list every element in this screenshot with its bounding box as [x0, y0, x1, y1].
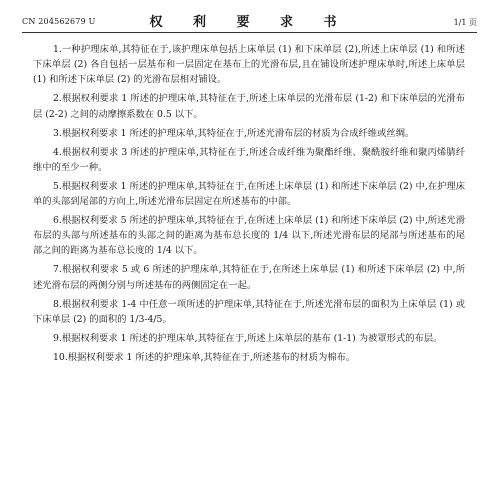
- claims-list: [33, 42, 465, 369]
- claim-2: 2.根据权利要求 1 所述的护理床单,其特征在于,所述上床单层的光滑布层 (1-2) 和下床单层的光滑布层 (2-2) 之间的动摩擦系数在 0.5 以下。: [33, 93, 465, 120]
- claim-9: 9.根据权利要求 1 所述的护理床单,其特征在于,所述上床单层的基布 (1-1) 为被罩形式的布层。: [53, 332, 443, 344]
- claim-1: 1.一种护理床单,其特征在于,该护理床单包括上床单层 (1) 和下床单层 (2),所述上床单层 (1) 和所述下床单层 (2) 各自包括一层基布和一层固定在基布上的光滑布层,且在铺设所述护理床单时,所述上床单层 (1) 和所述下床单层 (2) 的光滑布层相对铺设。: [33, 44, 465, 86]
- document-title: 权 利 要 求 书: [149, 15, 350, 30]
- header-divider: [22, 32, 477, 33]
- claim-5: 5.根据权利要求 1 所述的护理床单,其特征在于,在所述上床单层 (1) 和所述下床单层 (2) 中,在护理床单的头部到尾部的方向上,所述光滑布层固定在所述基布的中部。: [33, 180, 465, 208]
- claim-10: 10.根据权利要求 1 所述的护理床单,其特征在于,所述基布的材质为棉布。: [53, 351, 356, 363]
- claim-3: 3.根据权利要求 1 所述的护理床单,其特征在于,所述光滑布层的材质为合成纤维或丝绸。: [53, 127, 415, 139]
- claim-4: 4.根据权利要求 3 所述的护理床单,其特征在于,所述合成纤维为聚酯纤维、聚酰胺纤维和聚丙烯腈纤维中的至少一种。: [33, 146, 465, 173]
- page-header: [22, 10, 477, 32]
- claim-8: 8.根据权利要求 1-4 中任意一项所述的护理床单,其特征在于,所述光滑布层的面积为上床单层 (1) 或下床单层 (2) 的面积的 1/3-4/5。: [33, 298, 465, 325]
- publication-number: CN 204562679 U: [22, 17, 96, 26]
- page-number: 1/1 页: [453, 18, 477, 27]
- claim-6: 6.根据权利要求 5 所述的护理床单,其特征在于,在所述上床单层 (1) 和所述下床单层 (2) 中,所述光滑布层的头部与所述基布的头部之间的距离为基布总长度的 1/4 以下,所述光滑布层的尾部与所述基布的尾部之间的距离为基布总长度的 1/4 以下。: [33, 215, 465, 257]
- claim-7: 7.根据权利要求 5 或 6 所述的护理床单,其特征在于,在所述上床单层 (1) 和所述下床单层 (2) 中,所述光滑布层的两侧分别与所述基布的两侧固定在一起。: [33, 264, 465, 291]
